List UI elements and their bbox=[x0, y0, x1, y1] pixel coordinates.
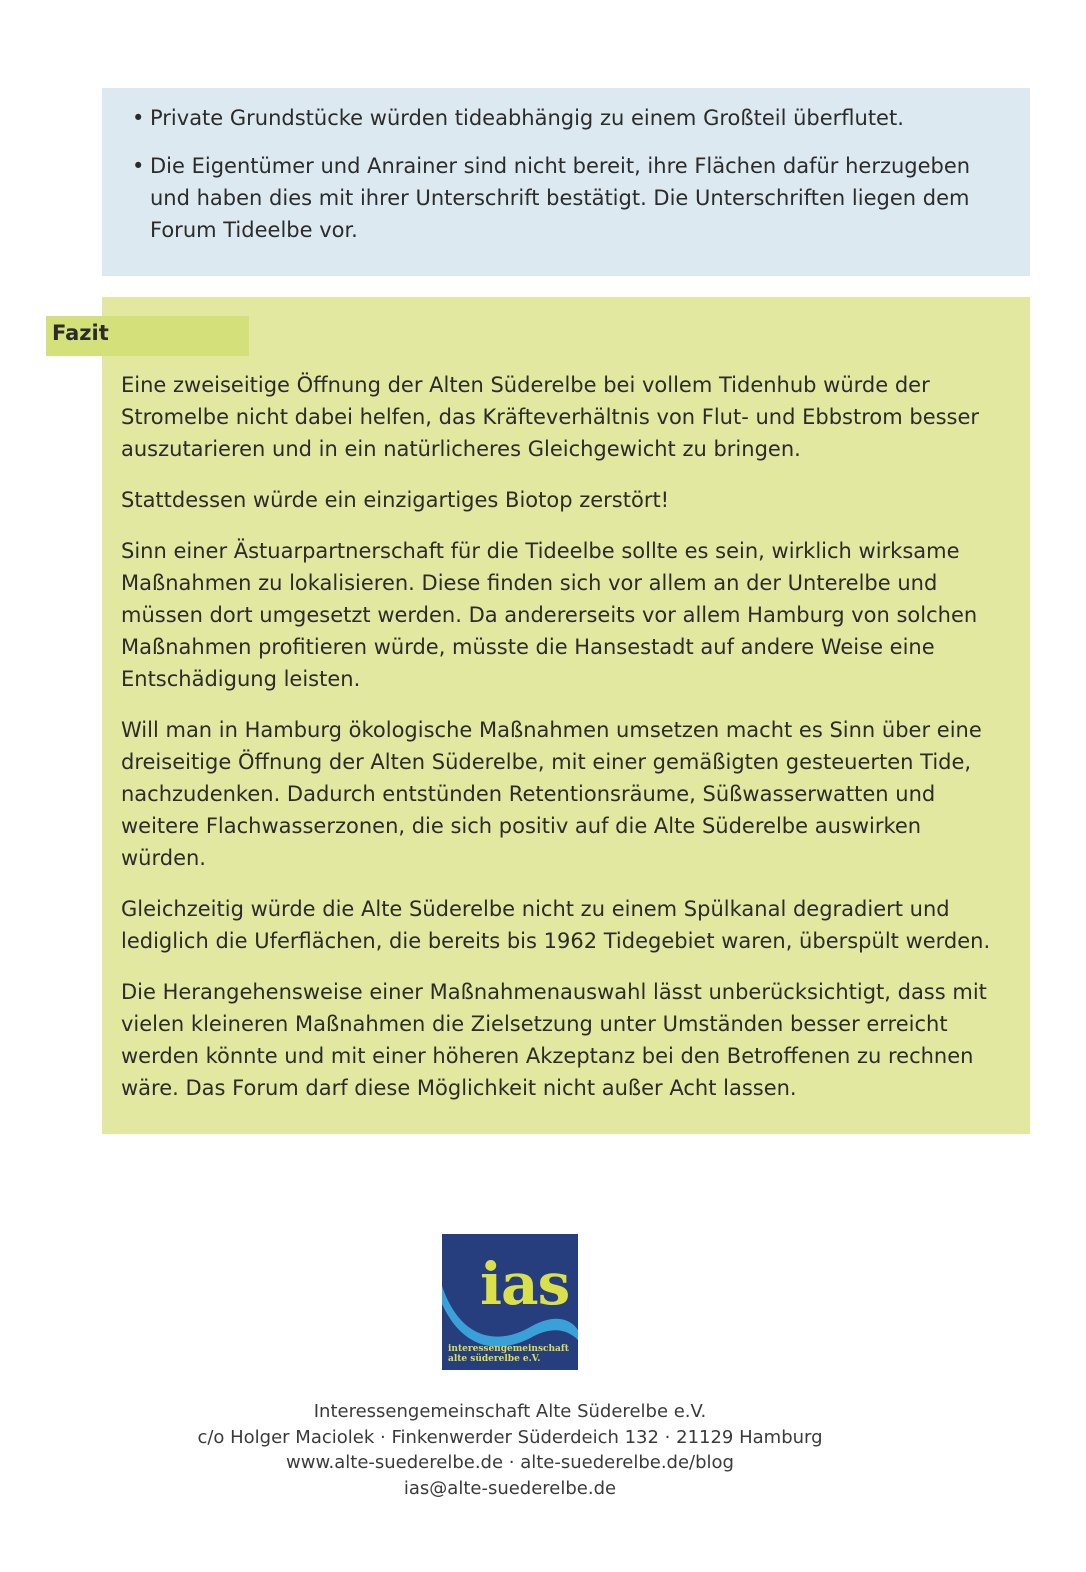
fazit-section bbox=[102, 297, 1030, 1134]
footer-address bbox=[0, 1399, 1020, 1501]
footer-email[interactable]: ias@alte-suederelbe.de bbox=[403, 1477, 617, 1499]
list-item bbox=[132, 150, 1010, 246]
bullet-list bbox=[132, 102, 1010, 246]
bullet-marker: • bbox=[132, 106, 145, 130]
ias-logo bbox=[442, 1234, 578, 1370]
footer-org-name: Interessengemeinschaft Alte Süderelbe e.V. bbox=[313, 1401, 707, 1422]
logo-wordmark: ias bbox=[480, 1250, 570, 1318]
logo-subtitle: interessengemeinschaft alte süderelbe e.V. bbox=[448, 1344, 569, 1364]
list-item bbox=[132, 102, 1010, 134]
bullet-text: Private Grundstücke würden tideabhängig zu einem Großteil überflutet. bbox=[150, 106, 904, 130]
fazit-paragraph: Sinn einer Ästuarpartnerschaft für die Tideelbe sollte es sein, wirklich wirksame Maßnahmen zu lokalisieren. Diese finden sich vor allem an der Unterelbe und müssen dort umgesetzt werden. Da andererseits vor allem Hamburg von solchen Maßnahmen profitieren würde, müsste die Hansestadt auf andere Weise eine Entschädigung leisten. bbox=[121, 539, 978, 691]
fazit-paragraph: Will man in Hamburg ökologische Maßnahmen umsetzen macht es Sinn über eine dreiseitige Öffnung der Alten Süderelbe, mit einer gemäßigten gesteuerten Tide, nachzudenken. Dadurch entstünden Retentionsräume, Süßwasserwatten und weitere Flachwasserzonen, die sich positiv auf die Alte Süderelbe auswirken würden. bbox=[121, 718, 982, 870]
fazit-paragraph: Gleichzeitig würde die Alte Süderelbe nicht zu einem Spülkanal degradiert und lediglich die Uferflächen, die bereits bis 1962 Tidegebiet waren, überspült werden. bbox=[121, 897, 991, 953]
footer-address-line: c/o Holger Maciolek · Finkenwerder Süderdeich 132 · 21129 Hamburg bbox=[197, 1426, 823, 1448]
fazit-paragraph: Stattdessen würde ein einzigartiges Biotop zerstört! bbox=[121, 488, 670, 512]
bullet-marker: • bbox=[132, 154, 145, 178]
bullet-text: Die Eigentümer und Anrainer sind nicht bereit, ihre Flächen dafür herzugeben und haben dies mit ihrer Unterschrift bestätigt. Die Unterschriften liegen dem Forum Tideelbe vor. bbox=[150, 154, 971, 242]
info-box bbox=[102, 88, 1030, 276]
fazit-paragraph: Eine zweiseitige Öffnung der Alten Süderelbe bei vollem Tidenhub würde der Stromelbe nicht dabei helfen, das Kräfteverhältnis von Flut- und Ebbstrom besser auszutarieren und in ein natürlicheres Gleichgewicht zu bringen. bbox=[121, 373, 980, 461]
footer-web-links[interactable]: www.alte-suederelbe.de · alte-suederelbe.de/blog bbox=[286, 1452, 734, 1473]
section-heading-fazit: Fazit bbox=[46, 316, 249, 356]
fazit-paragraph: Die Herangehensweise einer Maßnahmenauswahl lässt unberücksichtigt, dass mit vielen kleineren Maßnahmen die Zielsetzung unter Umständen besser erreicht werden könnte und mit einer höheren Akzeptanz bei den Betroffenen zu rechnen wäre. Das Forum darf diese Möglichkeit nicht außer Acht lassen. bbox=[121, 980, 987, 1100]
